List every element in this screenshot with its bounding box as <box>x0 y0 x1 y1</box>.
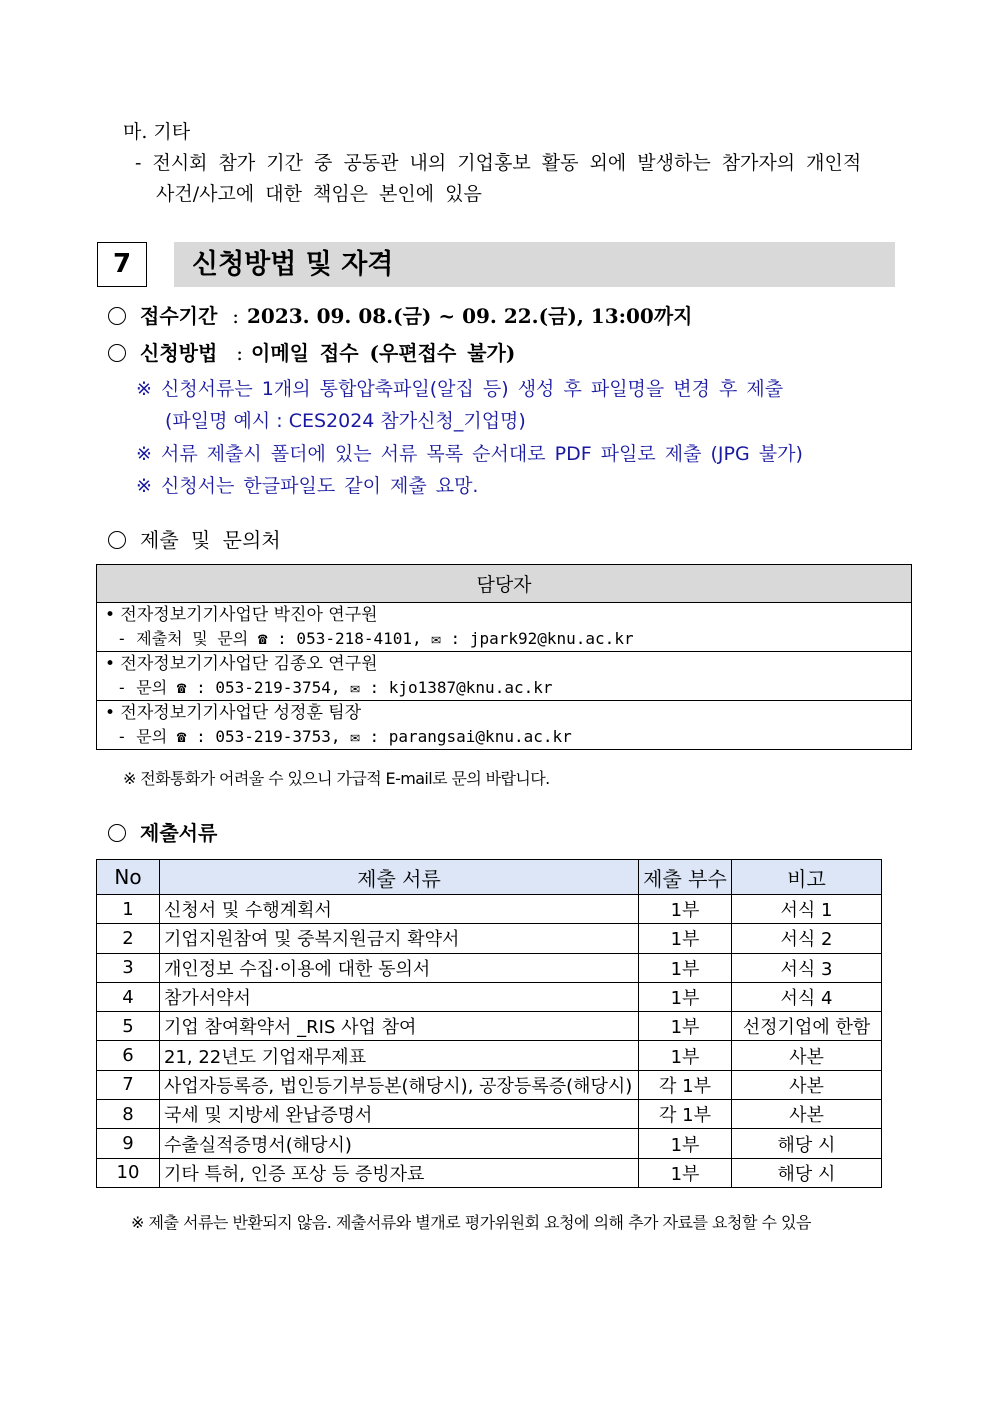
contact-details: - 문의 ☎ : 053-219-3753, ✉ : parangsai@knu.ac.kr <box>117 727 572 746</box>
doc-copies: 1부 <box>639 1012 732 1041</box>
docs-header-name: 제출 서류 <box>160 860 639 895</box>
period-label: 접수기간 <box>140 304 218 328</box>
method-value: 이메일 접수 (우편접수 불가) <box>251 341 516 365</box>
doc-remarks: 사본 <box>732 1041 882 1070</box>
misc-bullet-line2: 사건/사고에 대한 책임은 본인에 있음 <box>156 183 482 205</box>
period-separator: : <box>232 304 239 328</box>
doc-no: 5 <box>97 1012 160 1041</box>
docs-section-title: 제출서류 <box>140 821 218 845</box>
doc-no: 7 <box>97 1070 160 1099</box>
doc-remarks: 서식 4 <box>732 982 882 1011</box>
note-3: ※ 신청서는 한글파일도 같이 제출 요망. <box>136 475 479 497</box>
doc-remarks: 해당 시 <box>732 1158 882 1187</box>
contact-table <box>96 564 912 750</box>
doc-copies: 1부 <box>639 924 732 953</box>
circle-bullet-icon <box>108 344 126 362</box>
method-label: 신청방법 <box>140 341 218 365</box>
doc-copies: 1부 <box>639 953 732 982</box>
docs-note: ※ 제출 서류는 반환되지 않음. 제출서류와 별개로 평가위원회 요청에 의해 추가 자료를 요청할 수 있음 <box>131 1213 811 1232</box>
table-row <box>97 1158 882 1187</box>
contact-details: - 제출처 및 문의 ☎ : 053-218-4101, ✉ : jpark92@knu.ac.kr <box>117 629 634 648</box>
doc-name: 21, 22년도 기업재무제표 <box>160 1041 639 1070</box>
doc-name: 기업 참여확약서 _RIS 사업 참여 <box>160 1012 639 1041</box>
table-row <box>97 924 882 953</box>
doc-remarks: 서식 2 <box>732 924 882 953</box>
doc-no: 1 <box>97 895 160 924</box>
doc-name: 국세 및 지방세 완납증명서 <box>160 1100 639 1129</box>
doc-name: 기업지원참여 및 중복지원금지 확약서 <box>160 924 639 953</box>
doc-copies: 각 1부 <box>639 1100 732 1129</box>
note-2: ※ 서류 제출시 폴더에 있는 서류 목록 순서대로 PDF 파일로 제출 (JPG 불가) <box>136 443 803 465</box>
period-line <box>108 300 692 329</box>
doc-copies: 1부 <box>639 1129 732 1158</box>
note-1-example: (파일명 예시 : CES2024 참가신청_기업명) <box>165 410 526 432</box>
doc-remarks: 사본 <box>732 1100 882 1129</box>
docs-section-heading <box>108 817 217 846</box>
docs-header-remarks: 비고 <box>732 860 882 895</box>
doc-copies: 1부 <box>639 1041 732 1070</box>
table-row <box>97 652 912 701</box>
doc-name: 수출실적증명서(해당시) <box>160 1129 639 1158</box>
section-title: 신청방법 및 자격 <box>174 242 895 287</box>
contact-details: - 문의 ☎ : 053-219-3754, ✉ : kjo1387@knu.ac.kr <box>117 678 553 697</box>
doc-no: 6 <box>97 1041 160 1070</box>
doc-remarks: 서식 1 <box>732 895 882 924</box>
doc-name: 참가서약서 <box>160 982 639 1011</box>
doc-no: 2 <box>97 924 160 953</box>
doc-remarks: 사본 <box>732 1070 882 1099</box>
doc-remarks: 선정기업에 한함 <box>732 1012 882 1041</box>
table-row <box>97 1012 882 1041</box>
method-separator: : <box>236 341 243 365</box>
table-row <box>97 1070 882 1099</box>
misc-bullet-line1: - 전시회 참가 기간 중 공동관 내의 기업홍보 활동 외에 발생하는 참가자의 개인적 <box>135 152 862 174</box>
docs-table <box>96 859 882 1188</box>
contact-header: 담당자 <box>97 565 912 603</box>
table-row <box>97 982 882 1011</box>
doc-name: 개인정보 수집·이용에 대한 동의서 <box>160 953 639 982</box>
doc-copies: 1부 <box>639 1158 732 1187</box>
doc-name: 신청서 및 수행계획서 <box>160 895 639 924</box>
contact-note: ※ 전화통화가 어려울 수 있으니 가급적 E-mail로 문의 바랍니다. <box>123 769 550 788</box>
circle-bullet-icon <box>108 824 126 842</box>
contact-section-heading <box>108 524 281 553</box>
table-row <box>97 1129 882 1158</box>
doc-copies: 각 1부 <box>639 1070 732 1099</box>
doc-no: 8 <box>97 1100 160 1129</box>
doc-name: 기타 특허, 인증 포상 등 증빙자료 <box>160 1158 639 1187</box>
doc-no: 4 <box>97 982 160 1011</box>
circle-bullet-icon <box>108 307 126 325</box>
table-row <box>97 953 882 982</box>
doc-no: 10 <box>97 1158 160 1187</box>
doc-name: 사업자등록증, 법인등기부등본(해당시), 공장등록증(해당시) <box>160 1070 639 1099</box>
contact-section-title: 제출 및 문의처 <box>140 528 281 552</box>
table-row <box>97 603 912 652</box>
table-row <box>97 1100 882 1129</box>
circle-bullet-icon <box>108 531 126 549</box>
docs-header-no: No <box>97 860 160 895</box>
period-value: 2023. 09. 08.(금) ~ 09. 22.(금), 13:00까지 <box>247 304 693 328</box>
doc-copies: 1부 <box>639 895 732 924</box>
table-row <box>97 701 912 750</box>
misc-heading: 마. 기타 <box>123 121 191 143</box>
section-number: 7 <box>97 242 147 287</box>
doc-copies: 1부 <box>639 982 732 1011</box>
note-1: ※ 신청서류는 1개의 통합압축파일(알집 등) 생성 후 파일명을 변경 후 제출 <box>136 378 784 400</box>
contact-person: • 전자정보기기사업단 박진아 연구원 <box>105 605 378 625</box>
table-row <box>97 1041 882 1070</box>
method-line <box>108 337 515 366</box>
doc-no: 3 <box>97 953 160 982</box>
doc-remarks: 서식 3 <box>732 953 882 982</box>
doc-no: 9 <box>97 1129 160 1158</box>
contact-person: • 전자정보기기사업단 성정훈 팀장 <box>105 703 362 723</box>
docs-header-copies: 제출 부수 <box>639 860 732 895</box>
doc-remarks: 해당 시 <box>732 1129 882 1158</box>
contact-person: • 전자정보기기사업단 김종오 연구원 <box>105 654 378 674</box>
table-row <box>97 895 882 924</box>
